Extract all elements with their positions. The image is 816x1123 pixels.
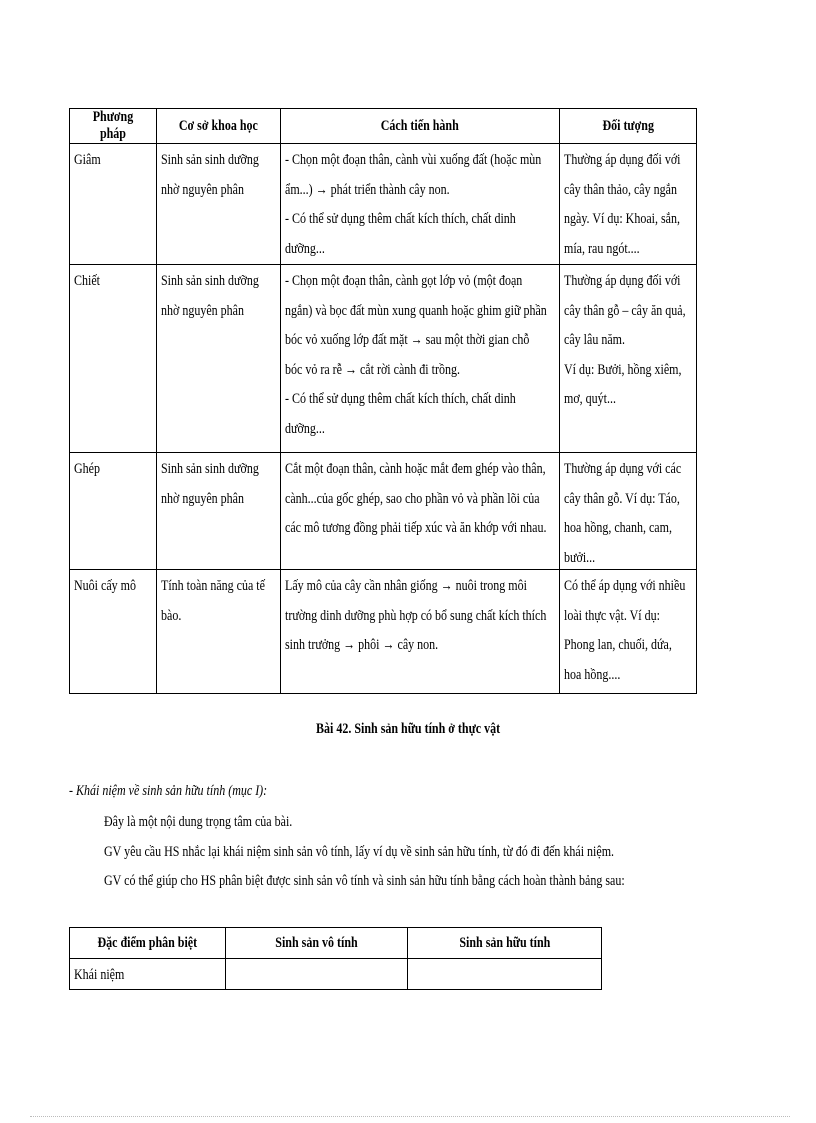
cell-line: Sinh sản sinh dưỡng xyxy=(160,152,259,168)
basis-cell xyxy=(156,570,280,694)
procedure-cell xyxy=(280,265,559,453)
paragraph-2: GV yêu cầu HS nhắc lại khái niệm sinh sản vô tính, lấy ví dụ về sinh sản hữu tính, từ đó đi đến khái niệm. xyxy=(104,844,615,860)
method-cell: Ghép xyxy=(70,453,157,570)
table-row xyxy=(70,570,697,694)
header-cell: Sinh sản vô tính xyxy=(225,928,408,959)
section-title: Bài 42. Sinh sản hữu tính ở thực vật xyxy=(315,721,501,737)
procedure-cell xyxy=(280,144,559,265)
procedure-cell xyxy=(280,453,559,570)
cell-line: hoa hồng, chanh, cam, xyxy=(564,520,673,536)
cell-line: Lấy mô của cây cần nhân giống → nuôi trong môi xyxy=(284,578,527,594)
cell-line: hoa hồng.... xyxy=(564,666,621,683)
procedure-cell xyxy=(280,570,559,694)
cell-line: Thường áp dụng đối với xyxy=(564,273,681,289)
basis-cell xyxy=(156,265,280,453)
cell-line: ẩm...) → phát triển thành cây non. xyxy=(284,181,450,198)
propagation-methods-table xyxy=(69,108,697,694)
cell-line: Thường áp dụng với các xyxy=(564,461,682,477)
method-cell: Nuôi cấy mô xyxy=(70,570,157,694)
cell-line: sinh trưởng → phôi → cây non. xyxy=(284,637,438,653)
cell-line: cây thân thảo, cây ngắn xyxy=(564,181,678,198)
cell-line: Tính toàn năng của tế xyxy=(160,578,265,594)
cell-line: bào. xyxy=(160,607,182,624)
cell-line: Sinh sản sinh dưỡng xyxy=(160,273,259,289)
asexual-cell xyxy=(225,959,408,990)
cell-line: bưởi... xyxy=(564,549,596,566)
method-cell: Chiết xyxy=(70,265,157,453)
cell-line: Có thể áp dụng với nhiều xyxy=(564,578,686,594)
sexual-cell xyxy=(408,959,602,990)
target-cell xyxy=(560,144,697,265)
cell-line: mơ, quýt... xyxy=(564,391,617,407)
target-cell xyxy=(560,570,697,694)
cell-line: bóc vỏ xuống lớp đất mặt → sau một thời gian chỗ xyxy=(284,332,530,348)
header-cell: Cơ sở khoa học xyxy=(156,109,280,144)
method-cell: Giâm xyxy=(70,144,157,265)
cell-line: cây thân gỗ. Ví dụ: Táo, xyxy=(564,490,681,507)
paragraph-1: Đây là một nội dung trọng tâm của bài. xyxy=(104,814,293,830)
page-divider xyxy=(30,1116,790,1117)
comparison-table xyxy=(69,927,602,990)
table-header-row xyxy=(70,928,602,959)
cell-line: cành...của gốc ghép, sao cho phần vỏ và phần lõi của xyxy=(284,490,540,507)
cell-line: dưỡng... xyxy=(284,420,325,437)
cell-line: ngày. Ví dụ: Khoai, sắn, xyxy=(564,211,681,227)
cell-line: cây thân gỗ – cây ăn quả, xyxy=(564,302,686,319)
cell-line: Phong lan, chuối, dứa, xyxy=(564,637,673,653)
cell-line: mía, rau ngót.... xyxy=(564,240,640,257)
cell-line: - Có thể sử dụng thêm chất kích thích, chất dinh xyxy=(284,391,516,407)
basis-cell xyxy=(156,453,280,570)
cell-line: - Có thể sử dụng thêm chất kích thích, chất dinh xyxy=(284,211,516,227)
paragraph-3: GV có thể giúp cho HS phân biệt được sinh sản vô tính và sinh sản hữu tính bằng cách hoàn thành bảng sau: xyxy=(104,873,625,889)
cell-line: Thường áp dụng đối với xyxy=(564,152,681,168)
cell-line: - Chọn một đoạn thân, cành vùi xuống đất (hoặc mùn xyxy=(284,152,542,168)
feature-cell: Khái niệm xyxy=(70,959,226,990)
header-cell: Sinh sản hữu tính xyxy=(408,928,602,959)
target-cell xyxy=(560,265,697,453)
cell-line: trường dinh dưỡng phù hợp có bổ sung chất kích thích xyxy=(284,607,547,624)
cell-line: các mô tương đồng phải tiếp xúc và ăn khớp với nhau. xyxy=(284,520,547,536)
table-row xyxy=(70,144,697,265)
cell-line: bóc vỏ ra rễ → cắt rời cành đi trồng. xyxy=(284,361,460,378)
header-cell: Phương pháp xyxy=(70,109,157,144)
concept-heading: - Khái niệm về sinh sản hữu tính (mục I): xyxy=(69,783,268,799)
cell-line: - Chọn một đoạn thân, cành gọt lớp vỏ (một đoạn xyxy=(284,273,523,289)
cell-line: dưỡng... xyxy=(284,240,325,257)
header-cell: Đối tượng xyxy=(560,109,697,144)
header-cell: Đặc điểm phân biệt xyxy=(70,928,226,959)
table-row xyxy=(70,959,602,990)
table-header-row xyxy=(70,109,697,144)
cell-line: Cắt một đoạn thân, cành hoặc mắt đem ghép vào thân, xyxy=(284,461,546,477)
table-row xyxy=(70,265,697,453)
cell-line: loài thực vật. Ví dụ: xyxy=(564,607,661,624)
cell-line: nhờ nguyên phân xyxy=(160,302,244,319)
cell-line: Sinh sản sinh dưỡng xyxy=(160,461,259,477)
cell-line: Ví dụ: Bưởi, hồng xiêm, xyxy=(564,361,682,378)
target-cell xyxy=(560,453,697,570)
table-row xyxy=(70,453,697,570)
cell-line: nhờ nguyên phân xyxy=(160,490,244,507)
cell-line: cây lâu năm. xyxy=(564,332,626,348)
cell-line: ngắn) và bọc đất mùn xung quanh hoặc ghim giữ phần xyxy=(284,302,547,319)
basis-cell xyxy=(156,144,280,265)
header-cell: Cách tiến hành xyxy=(280,109,559,144)
cell-line: nhờ nguyên phân xyxy=(160,181,244,198)
